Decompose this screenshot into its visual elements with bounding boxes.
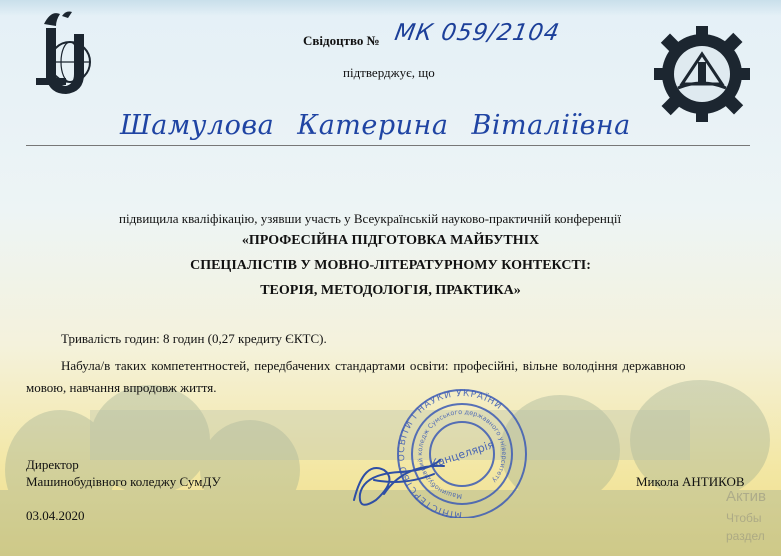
certificate-number-label: Свідоцтво № xyxy=(303,33,380,48)
recipient-underline xyxy=(26,145,750,146)
director-signature xyxy=(334,440,474,520)
stamp-center-label: Канцелярія xyxy=(428,438,496,471)
director-title: Директор xyxy=(26,457,79,472)
os-activation-watermark-line-1: Актив xyxy=(726,488,766,505)
director-name: Микола АНТИКОВ xyxy=(636,474,745,489)
stamp-inner-text: Машинобудівний коледж Сумського державного університету xyxy=(416,407,509,501)
recipient-name: Шамулова Катерина Віталіївна xyxy=(120,110,631,141)
intro-text: підвищила кваліфікацію, узявши участь у Всеукраїнській науково-практичній конференції xyxy=(119,211,622,226)
conference-title-line-3: ТЕОРІЯ, МЕТОДОЛОГІЯ, ПРАКТИКА» xyxy=(260,283,521,298)
director-organization: Машинобудівного коледжу СумДУ xyxy=(26,474,221,489)
certificate-number-value: МК 059/2104 xyxy=(392,20,562,46)
duration-text: Тривалість годин: 8 годин (0,27 кредиту ЄКТС). xyxy=(61,331,327,346)
competencies-text-line-2: мовою, навчання впродовж життя. xyxy=(26,380,217,395)
college-emblem-logo xyxy=(652,24,752,124)
conference-title-line-1: «ПРОФЕСІЙНА ПІДГОТОВКА МАЙБУТНІХ xyxy=(241,233,540,248)
confirms-text: підтверджує, що xyxy=(343,65,435,80)
issue-date: 03.04.2020 xyxy=(26,508,85,523)
stamp-outer-text: МІНІСТЕРСТВО ОСВІТИ І НАУКИ УКРАЇНИ xyxy=(396,388,505,518)
os-activation-watermark-line-3: раздел xyxy=(726,529,765,543)
competencies-text-line-1: Набула/в таких компетентностей, передбачених стандартами освіти: професійні, вільне володіння державною xyxy=(61,358,686,373)
university-logo xyxy=(22,10,108,102)
os-activation-watermark-line-2: Чтобы xyxy=(726,511,762,525)
conference-title-line-2: СПЕЦІАЛІСТІВ У МОВНО-ЛІТЕРАТУРНОМУ КОНТЕКСТІ: xyxy=(190,258,591,273)
